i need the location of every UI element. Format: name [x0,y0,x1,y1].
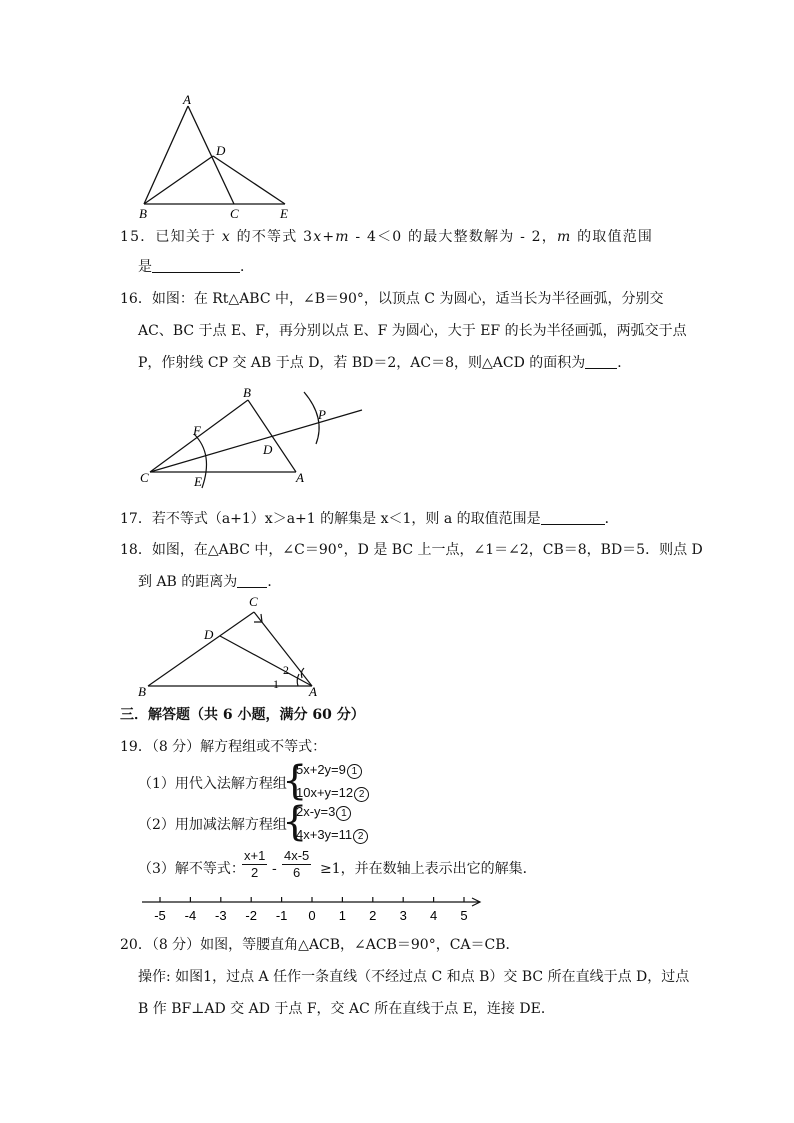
label-B: B [243,385,251,400]
section-heading: 三．解答题（共 6 小题，满分 60 分） [120,707,365,723]
number-line-tick-label: 0 [308,908,316,923]
question-20-line2: 操作: 如图1，过点 A 任作一条直线（不经过点 C 和点 B）交 BC 所在直线于点 D，过点 [138,969,690,985]
circled-number: 1 [336,806,351,821]
number-line-tick-label: 5 [460,908,468,923]
label-A: A [309,684,317,699]
var-x: x [221,229,231,245]
text: 到 AB 的距离为 [138,574,238,590]
circled-number: 2 [354,787,369,802]
numerator: x+1 [244,848,266,863]
label-A: A [296,470,304,485]
system-brace: { [282,758,308,804]
question-19-part2: （2）用加减法解方程组 [138,817,287,833]
question-19-part1: （1）用代入法解方程组 [138,776,287,792]
number-line-tick-label: 1 [338,908,347,923]
text: 17．若不等式（a+1）x＞a+1 的解集是 x＜1，则 a 的取值范围是 [120,511,541,527]
fraction-1 [242,848,267,881]
number-line-tick-label: -4 [184,908,197,923]
text: ． [604,511,619,527]
question-16-line3 [138,354,631,372]
denominator: 2 [251,865,259,880]
equation-1a [296,759,362,780]
equation-2b [296,824,368,845]
minus-sign: - [272,861,277,877]
var-m: m [335,229,350,245]
question-16-line1: 16．如图：在 Rt△ABC 中，∠B＝90°，以顶点 C 为圆心，适当长为半径画弧，分别交 [120,291,664,307]
number-line-tick-label: -3 [215,908,227,923]
label-angle-1: 1 [273,677,279,691]
question-18-line2 [138,573,281,591]
figure-q16 [136,384,368,490]
answer-blank [237,573,267,588]
figure-q18 [132,592,332,700]
answer-blank [152,258,240,273]
denominator: 6 [293,865,301,880]
fraction-2 [282,848,311,881]
number-line-tick-label: -5 [154,908,166,923]
circled-number: 2 [353,829,368,844]
question-19-part3-rest: ≥1，并在数轴上表示出它的解集． [320,861,537,877]
label-B: B [138,684,146,699]
numerator: 4x-5 [284,848,310,863]
label-C: C [249,594,258,609]
question-20-line1: 20．（8 分）如图，等腰直角△ACB，∠ACB＝90°，CA＝CB． [120,937,520,953]
label-angle-2: 2 [283,663,289,677]
number-line-tick-label: 3 [399,908,407,923]
text: + [322,229,336,245]
text: 的取值范围 [571,229,654,245]
question-18-line1: 18．如图，在△ABC 中，∠C＝90°，D 是 BC 上一点，∠1＝∠2，CB＝8，BD＝5．则点 D [120,542,703,558]
number-line-tick-label: -1 [275,908,288,923]
text: ．已知关于 [140,229,222,245]
text: ． [240,259,254,275]
label-C: C [230,206,239,221]
text: ． [267,574,282,590]
equation-2a [296,801,351,822]
label-F: F [193,423,201,438]
equation: 2x-y=3 [296,804,336,819]
equation: 4x+3y=11 [296,827,353,842]
text: 是 [138,259,152,275]
question-19-part3: （3）解不等式： [138,861,245,877]
question-15-line2 [138,258,254,276]
question-15-line1 [120,228,653,246]
answer-blank [585,354,617,369]
var-x: x [313,229,323,245]
question-16-line2: AC、BC 于点 E、F，再分别以点 E、F 为圆心，大于 EF 的长为半径画弧，两弧交于点 [138,323,687,339]
question-number: 15 [120,229,141,245]
number-line-tick-label: 2 [369,908,377,923]
label-D: D [263,442,273,457]
answer-blank [541,510,605,525]
question-20-line3: B 作 BF⊥AD 交 AD 于点 F，交 AC 所在直线于点 E，连接 DE． [138,1001,555,1017]
label-A: A [183,92,191,107]
system-brace: { [282,799,308,845]
label-D: D [204,627,214,642]
number-line [138,892,488,926]
label-D: D [216,143,226,158]
number-line-tick-label: 4 [429,908,438,923]
number-line-tick-label: -2 [245,908,257,923]
text: ． [617,355,632,371]
number-line-labels [154,908,467,923]
label-P: P [318,407,326,422]
label-E: E [194,474,202,489]
label-B: B [139,206,147,221]
text: P，作射线 CP 交 AB 于点 D，若 BD＝2，AC＝8，则△ACD 的面积为 [138,355,586,371]
figure-q14 [130,92,300,224]
question-17 [120,510,619,528]
text: 的不等式 3 [230,229,314,245]
text: - 4＜0 的最大整数解为 - 2， [349,229,557,245]
equation: 10x+y=12 [296,785,354,800]
circled-number: 1 [347,764,362,779]
equation: 5x+2y=9 [296,762,346,777]
number-line-ticks [160,897,464,902]
label-C: C [140,470,149,485]
question-19-title: 19．（8 分）解方程组或不等式： [120,739,327,755]
var-m: m [556,229,572,245]
label-E: E [280,206,288,221]
